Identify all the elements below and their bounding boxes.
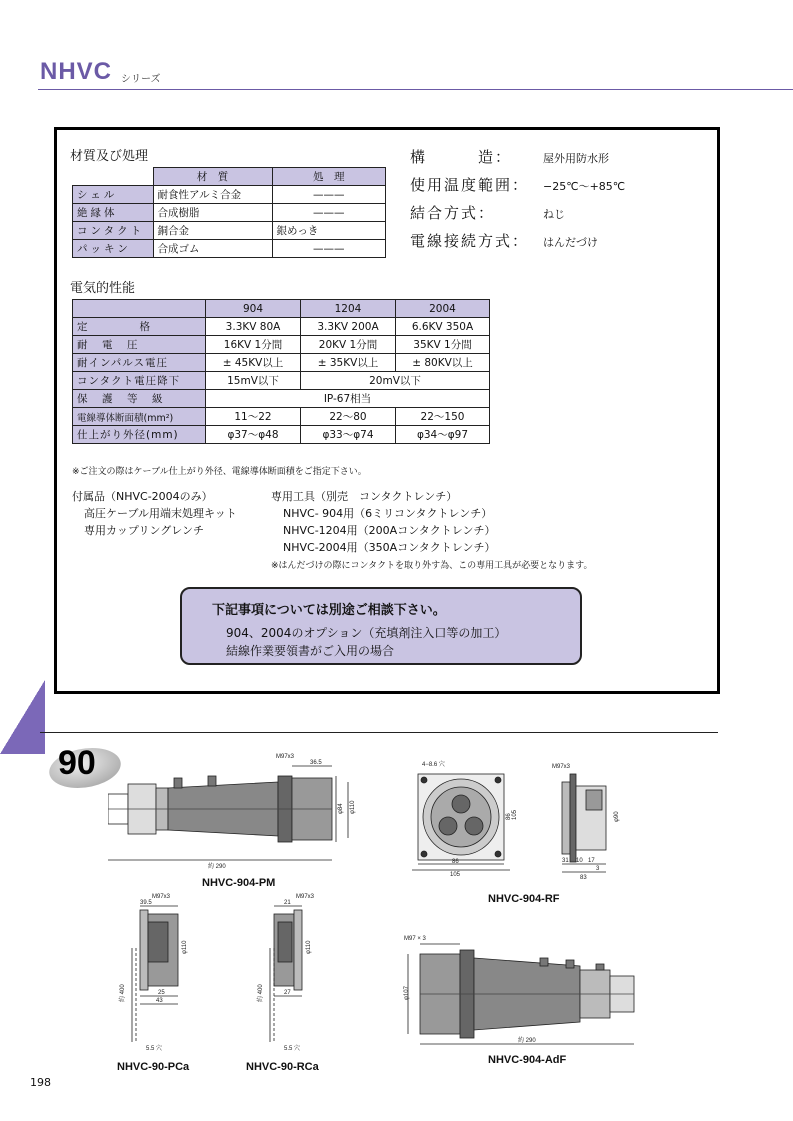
materials-material: 銅合金: [153, 222, 272, 240]
table-row: [73, 336, 490, 354]
drawing-pca: [112, 892, 192, 1058]
table-row: [73, 204, 386, 222]
materials-treatment: ———: [272, 186, 386, 204]
tools-heading: 専用工具（別売 コンタクトレンチ）: [271, 490, 458, 503]
consultation-notice: [180, 587, 582, 665]
tool-item: NHVC-1204用（200Aコンタクトレンチ）: [283, 524, 496, 537]
dim-label: 約 290: [518, 1038, 536, 1044]
table-cell: 3.3KV 200A: [301, 318, 396, 336]
table-cell: ± 45KV以上: [206, 354, 301, 372]
table-cell: φ37〜φ48: [206, 426, 301, 444]
table-cell: 20KV 1分間: [301, 336, 396, 354]
dim-label: 105: [450, 872, 461, 878]
electrical-col: 2004: [396, 300, 490, 318]
notice-line: 904、2004のオプション（充填剤注入口等の加工）: [226, 626, 507, 640]
table-cell: 11〜22: [206, 408, 301, 426]
tools-note: ※はんだづけの際にコンタクトを取り外す為、この専用工具が必要となります。: [271, 561, 593, 571]
page-number: 198: [30, 1076, 51, 1089]
spec-label-wiring: 電線接続方式：: [410, 232, 530, 250]
table-cell: φ33〜φ74: [301, 426, 396, 444]
table-row: [73, 390, 490, 408]
electrical-label: 電線導体断面積(mm²): [73, 408, 206, 426]
spec-value-coupling: ねじ: [543, 208, 565, 221]
table-cell: IP-67相当: [206, 390, 490, 408]
accessory-item: 高圧ケーブル用端末処理キット: [84, 507, 237, 520]
table-row: [73, 318, 490, 336]
dim-label: 86: [506, 813, 512, 820]
dim-label: 5.5 穴: [284, 1046, 301, 1052]
dim-label: φ110: [350, 800, 356, 814]
electrical-table: [72, 299, 490, 444]
spec-value-temperature: −25℃〜+85℃: [543, 180, 626, 193]
dim-label: 27: [284, 990, 291, 996]
section-divider: [40, 732, 718, 733]
electrical-note: ※ご注文の際はケーブル仕上がり外径、電線導体断面積をご指定下さい。: [72, 467, 367, 477]
side-tab: [0, 680, 45, 754]
notice-line: 結線作業要領書がご入用の場合: [226, 644, 395, 658]
dim-label: 3: [596, 866, 600, 872]
table-cell: 20mV以下: [301, 372, 490, 390]
dim-label: φ90: [614, 811, 620, 822]
drawing-caption-pm: NHVC-904-PM: [202, 877, 276, 889]
electrical-label: 定 格: [73, 318, 206, 336]
dim-label: M97x3: [152, 894, 171, 900]
table-cell: ± 80KV以上: [396, 354, 490, 372]
dim-label: φ107: [404, 986, 410, 1000]
drawing-caption-rca: NHVC-90-RCa: [246, 1061, 319, 1073]
dim-label: 25: [158, 990, 165, 996]
materials-part: シェル: [73, 186, 154, 204]
dim-label: 31: [562, 858, 569, 864]
drawing-rca: [250, 892, 330, 1058]
dim-label: 約 400: [258, 984, 264, 1002]
accessories-heading: 付属品（NHVC-2004のみ）: [72, 490, 213, 503]
electrical-label: コンタクト電圧降下: [73, 372, 206, 390]
electrical-label: 耐インパルス電圧: [73, 354, 206, 372]
table-row: [73, 372, 490, 390]
table-row: [73, 408, 490, 426]
dim-label: M97 × 3: [404, 936, 426, 942]
dim-label: 約 400: [120, 984, 126, 1002]
materials-col-treatment: 処 理: [272, 168, 386, 186]
dim-label: φ110: [306, 940, 312, 954]
dim-label: 17: [588, 858, 595, 864]
dim-label: M97x3: [276, 754, 295, 760]
table-row: [73, 222, 386, 240]
spec-label-structure: 構 造：: [410, 148, 513, 166]
table-row: [73, 426, 490, 444]
dim-label: 43: [156, 998, 163, 1004]
dim-label: 約 290: [208, 864, 226, 870]
table-cell: 22〜80: [301, 408, 396, 426]
table-cell: 6.6KV 350A: [396, 318, 490, 336]
electrical-label: 耐 電 圧: [73, 336, 206, 354]
drawing-rf-side: [552, 760, 642, 880]
spec-label-temperature: 使用温度範囲：: [410, 176, 530, 194]
spec-value-wiring: はんだづけ: [543, 236, 598, 249]
series-title: NHVC: [40, 58, 113, 85]
electrical-col: 904: [206, 300, 301, 318]
table-cell: φ34〜φ97: [396, 426, 490, 444]
spec-label-coupling: 結合方式：: [410, 204, 496, 222]
drawing-caption-rf: NHVC-904-RF: [488, 893, 560, 905]
electrical-label: 仕上がり外径(mm): [73, 426, 206, 444]
dim-label: M97x3: [552, 764, 571, 770]
table-cell: 16KV 1分間: [206, 336, 301, 354]
tool-item: NHVC- 904用（6ミリコンタクトレンチ）: [283, 507, 493, 520]
materials-part: 絶縁体: [73, 204, 154, 222]
dim-label: 36.5: [310, 760, 322, 766]
dim-label: 5.5 穴: [146, 1046, 163, 1052]
drawing-caption-pca: NHVC-90-PCa: [117, 1061, 190, 1073]
materials-heading: 材質及び処理: [70, 149, 149, 164]
dim-label: φ84: [338, 803, 344, 814]
dim-label: 86: [452, 859, 459, 865]
dim-label: 83: [580, 875, 587, 880]
table-row: [73, 240, 386, 258]
drawing-adf: [400, 932, 645, 1050]
dim-label: 105: [512, 809, 518, 820]
dim-label: 21: [284, 900, 291, 906]
electrical-col: 1204: [301, 300, 396, 318]
section-number: 90: [58, 744, 96, 782]
table-cell: 3.3KV 80A: [206, 318, 301, 336]
materials-col-material: 材 質: [153, 168, 272, 186]
dim-label: 4−8.6 穴: [422, 762, 445, 768]
table-row: [73, 354, 490, 372]
dim-label: 10: [576, 858, 583, 864]
materials-material: 合成ゴム: [153, 240, 272, 258]
electrical-heading: 電気的性能: [70, 281, 136, 296]
materials-part: コンタクト: [73, 222, 154, 240]
table-cell: ± 35KV以上: [301, 354, 396, 372]
dim-label: 39.5: [140, 900, 152, 906]
table-cell: 35KV 1分間: [396, 336, 490, 354]
electrical-label: 保 護 等 級: [73, 390, 206, 408]
materials-treatment: ———: [272, 240, 386, 258]
tool-item: NHVC-2004用（350Aコンタクトレンチ）: [283, 541, 496, 554]
dim-label: φ110: [182, 940, 188, 954]
spec-value-structure: 屋外用防水形: [543, 152, 609, 165]
materials-treatment: ———: [272, 204, 386, 222]
header-rule: [38, 89, 793, 90]
drawing-caption-adf: NHVC-904-AdF: [488, 1054, 567, 1066]
materials-material: 合成樹脂: [153, 204, 272, 222]
series-subtitle: シリーズ: [121, 74, 161, 85]
drawing-rf-front: [408, 760, 518, 878]
materials-material: 耐食性アルミ合金: [153, 186, 272, 204]
dim-label: M97x3: [296, 894, 315, 900]
table-cell: 15mV以下: [206, 372, 301, 390]
accessory-item: 専用カップリングレンチ: [84, 524, 204, 537]
materials-part: パッキン: [73, 240, 154, 258]
materials-treatment: 銀めっき: [272, 222, 386, 240]
notice-title: 下記事項については別途ご相談下さい。: [212, 603, 446, 618]
table-row: [73, 186, 386, 204]
drawing-pm: [108, 752, 363, 870]
materials-table: [72, 167, 386, 258]
table-cell: 22〜150: [396, 408, 490, 426]
